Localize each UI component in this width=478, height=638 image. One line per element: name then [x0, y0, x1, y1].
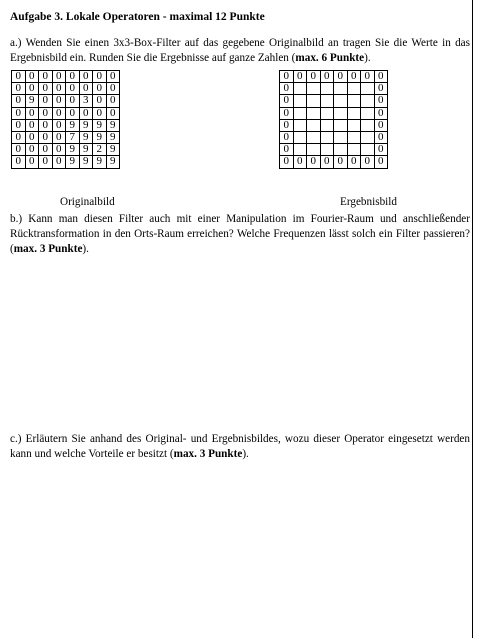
original-pixel-cell: 9 — [79, 144, 93, 156]
original-pixel-cell: 0 — [25, 119, 39, 131]
result-pixel-cell[interactable] — [320, 83, 334, 95]
original-pixel-cell: 0 — [52, 95, 66, 107]
result-pixel-cell: 0 — [307, 156, 321, 168]
result-pixel-cell[interactable] — [334, 131, 348, 143]
original-pixel-cell: 0 — [93, 83, 107, 95]
part-c-text — [10, 432, 470, 462]
original-pixel-cell: 0 — [39, 144, 53, 156]
original-image-grid — [11, 70, 120, 169]
result-pixel-cell: 0 — [280, 95, 294, 107]
part-a-body: a.) Wenden Sie einen 3x3-Box-Filter auf das gegebene Originalbild an tragen Sie die Werte in das Ergebnisbild ein. Runden Sie die Ergebnisse auf ganze Zahlen ( — [10, 37, 470, 64]
result-pixel-cell[interactable] — [320, 95, 334, 107]
original-pixel-row — [12, 156, 120, 168]
original-pixel-cell: 0 — [79, 83, 93, 95]
result-pixel-cell[interactable] — [361, 107, 375, 119]
original-pixel-cell: 9 — [93, 156, 107, 168]
result-pixel-cell: 0 — [320, 156, 334, 168]
result-pixel-cell: 0 — [293, 71, 307, 83]
result-pixel-cell: 0 — [374, 156, 388, 168]
result-pixel-cell: 0 — [361, 156, 375, 168]
original-pixel-cell: 0 — [12, 107, 26, 119]
original-pixel-cell: 9 — [66, 144, 80, 156]
result-pixel-row — [280, 144, 388, 156]
result-pixel-cell[interactable] — [347, 107, 361, 119]
result-pixel-cell[interactable] — [334, 119, 348, 131]
result-pixel-cell: 0 — [280, 131, 294, 143]
original-pixel-cell: 0 — [66, 83, 80, 95]
original-pixel-cell: 9 — [106, 131, 120, 143]
result-pixel-cell: 0 — [307, 71, 321, 83]
original-pixel-cell: 9 — [106, 156, 120, 168]
original-pixel-row — [12, 83, 120, 95]
original-pixel-cell: 9 — [79, 119, 93, 131]
original-pixel-cell: 0 — [66, 107, 80, 119]
result-pixel-cell: 0 — [280, 71, 294, 83]
original-pixel-cell: 0 — [12, 95, 26, 107]
original-pixel-row — [12, 131, 120, 143]
result-pixel-cell: 0 — [334, 71, 348, 83]
part-a-points: max. 6 Punkte — [295, 51, 365, 64]
original-pixel-cell: 0 — [106, 95, 120, 107]
part-b-text — [10, 212, 470, 256]
result-pixel-cell[interactable] — [347, 119, 361, 131]
original-pixel-cell: 9 — [25, 95, 39, 107]
result-pixel-cell: 0 — [374, 107, 388, 119]
result-pixel-cell[interactable] — [293, 95, 307, 107]
original-pixel-cell: 0 — [93, 95, 107, 107]
original-pixel-row — [12, 107, 120, 119]
original-pixel-cell: 0 — [12, 83, 26, 95]
original-pixel-cell: 0 — [52, 156, 66, 168]
original-pixel-cell: 9 — [106, 144, 120, 156]
result-pixel-cell[interactable] — [320, 144, 334, 156]
original-pixel-cell: 0 — [93, 71, 107, 83]
original-pixel-row — [12, 71, 120, 83]
original-pixel-row — [12, 119, 120, 131]
result-pixel-cell[interactable] — [307, 83, 321, 95]
part-c-points: max. 3 Punkte — [173, 447, 243, 460]
original-pixel-cell: 0 — [106, 107, 120, 119]
part-b-end: ). — [82, 242, 89, 255]
original-pixel-cell: 2 — [93, 144, 107, 156]
result-pixel-cell[interactable] — [347, 131, 361, 143]
original-pixel-cell: 0 — [39, 83, 53, 95]
part-a-end: ). — [364, 51, 371, 64]
result-pixel-cell[interactable] — [334, 107, 348, 119]
part-a-text — [10, 36, 470, 66]
result-pixel-cell[interactable] — [334, 95, 348, 107]
part-c-end: ). — [242, 447, 249, 460]
result-pixel-cell[interactable] — [320, 131, 334, 143]
result-pixel-cell[interactable] — [307, 131, 321, 143]
result-pixel-cell[interactable] — [347, 144, 361, 156]
result-pixel-cell[interactable] — [293, 131, 307, 143]
part-b-body: b.) Kann man diesen Filter auch mit einer Manipulation im Fourier-Raum und anschließender Rücktransformation in den Orts-Raum erreichen? Welche Frequenzen lässt solch ein Filter passieren? ( — [10, 213, 470, 255]
result-image-caption: Ergebnisbild — [340, 196, 397, 208]
original-pixel-cell: 0 — [25, 83, 39, 95]
result-pixel-row — [280, 71, 388, 83]
result-pixel-cell[interactable] — [361, 131, 375, 143]
result-pixel-row — [280, 119, 388, 131]
original-pixel-row — [12, 95, 120, 107]
part-b-points: max. 3 Punkte — [13, 242, 83, 255]
result-pixel-cell: 0 — [280, 107, 294, 119]
original-pixel-cell: 0 — [52, 83, 66, 95]
result-pixel-cell: 0 — [320, 71, 334, 83]
result-pixel-cell: 0 — [280, 83, 294, 95]
result-pixel-cell: 0 — [280, 156, 294, 168]
original-pixel-cell: 0 — [25, 156, 39, 168]
original-pixel-cell: 3 — [79, 95, 93, 107]
original-pixel-cell: 9 — [79, 156, 93, 168]
original-pixel-cell: 0 — [12, 131, 26, 143]
original-pixel-cell: 0 — [12, 144, 26, 156]
original-pixel-cell: 0 — [39, 71, 53, 83]
result-pixel-cell: 0 — [374, 83, 388, 95]
original-pixel-cell: 0 — [66, 71, 80, 83]
original-pixel-cell: 9 — [79, 131, 93, 143]
result-pixel-cell: 0 — [374, 144, 388, 156]
result-pixel-cell: 0 — [347, 156, 361, 168]
result-pixel-cell[interactable] — [293, 119, 307, 131]
result-pixel-cell[interactable] — [361, 83, 375, 95]
original-pixel-cell: 0 — [52, 71, 66, 83]
original-pixel-cell: 0 — [66, 95, 80, 107]
original-pixel-cell: 0 — [79, 107, 93, 119]
original-pixel-cell: 0 — [25, 71, 39, 83]
result-pixel-cell[interactable] — [361, 95, 375, 107]
original-pixel-cell: 0 — [79, 71, 93, 83]
original-pixel-cell: 0 — [25, 131, 39, 143]
original-pixel-cell: 0 — [39, 131, 53, 143]
result-pixel-row — [280, 131, 388, 143]
result-pixel-cell: 0 — [361, 71, 375, 83]
original-pixel-cell: 0 — [39, 119, 53, 131]
original-pixel-cell: 0 — [39, 95, 53, 107]
result-image-grid — [279, 70, 388, 169]
result-pixel-cell: 0 — [280, 144, 294, 156]
original-pixel-cell: 0 — [12, 71, 26, 83]
result-pixel-cell: 0 — [374, 71, 388, 83]
result-pixel-cell[interactable] — [347, 83, 361, 95]
result-pixel-cell[interactable] — [307, 107, 321, 119]
original-pixel-cell: 0 — [25, 144, 39, 156]
result-pixel-cell[interactable] — [293, 144, 307, 156]
original-pixel-cell: 0 — [12, 119, 26, 131]
result-pixel-cell: 0 — [374, 131, 388, 143]
result-pixel-cell: 0 — [334, 156, 348, 168]
result-pixel-row — [280, 95, 388, 107]
part-c-body: c.) Erläutern Sie anhand des Original- und Ergebnisbildes, wozu dieser Operator eingesetzt werden kann und welche Vorteile er besitzt ( — [10, 433, 470, 460]
original-pixel-cell: 9 — [93, 131, 107, 143]
result-pixel-cell[interactable] — [320, 119, 334, 131]
result-pixel-cell[interactable] — [334, 144, 348, 156]
result-pixel-cell[interactable] — [307, 119, 321, 131]
result-pixel-cell[interactable] — [361, 144, 375, 156]
original-pixel-cell: 0 — [106, 71, 120, 83]
result-pixel-cell: 0 — [280, 119, 294, 131]
result-pixel-row — [280, 107, 388, 119]
result-pixel-cell: 0 — [374, 119, 388, 131]
original-pixel-cell: 0 — [106, 83, 120, 95]
original-pixel-cell: 9 — [93, 119, 107, 131]
result-pixel-cell[interactable] — [293, 83, 307, 95]
result-pixel-cell[interactable] — [320, 107, 334, 119]
original-pixel-cell: 0 — [52, 144, 66, 156]
original-pixel-cell: 0 — [39, 156, 53, 168]
original-pixel-cell: 0 — [25, 107, 39, 119]
result-pixel-cell[interactable] — [307, 95, 321, 107]
original-pixel-cell: 9 — [66, 119, 80, 131]
result-pixel-cell[interactable] — [293, 107, 307, 119]
original-pixel-cell: 0 — [93, 107, 107, 119]
result-pixel-cell[interactable] — [361, 119, 375, 131]
original-pixel-cell: 0 — [52, 131, 66, 143]
original-pixel-cell: 7 — [66, 131, 80, 143]
result-pixel-cell: 0 — [374, 95, 388, 107]
result-pixel-cell: 0 — [347, 71, 361, 83]
result-pixel-cell[interactable] — [347, 95, 361, 107]
result-pixel-row — [280, 156, 388, 168]
original-pixel-row — [12, 144, 120, 156]
original-pixel-cell: 0 — [39, 107, 53, 119]
original-image-caption: Originalbild — [60, 196, 115, 208]
original-pixel-cell: 0 — [52, 107, 66, 119]
exercise-title: Aufgabe 3. Lokale Operatoren - maximal 12 Punkte — [10, 11, 265, 23]
original-pixel-cell: 9 — [66, 156, 80, 168]
result-pixel-cell[interactable] — [334, 83, 348, 95]
result-pixel-cell[interactable] — [307, 144, 321, 156]
original-pixel-cell: 9 — [106, 119, 120, 131]
original-pixel-cell: 0 — [52, 119, 66, 131]
result-pixel-cell: 0 — [293, 156, 307, 168]
result-pixel-row — [280, 83, 388, 95]
original-pixel-cell: 0 — [12, 156, 26, 168]
